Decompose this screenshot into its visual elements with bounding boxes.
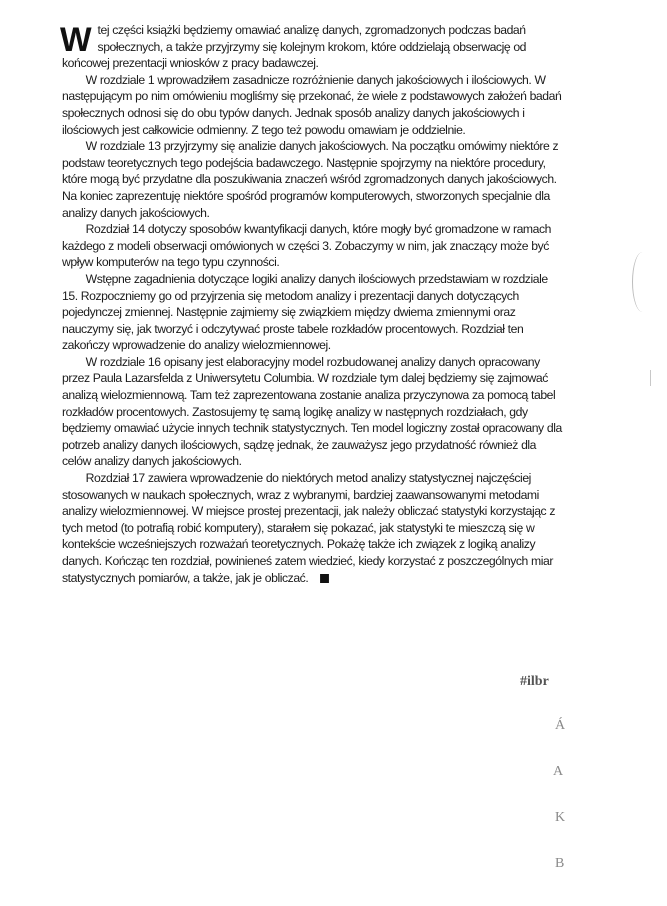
margin-note-5: B xyxy=(555,856,565,871)
intro-paragraph xyxy=(62,22,566,72)
body-text xyxy=(62,22,566,586)
paragraph-3: W rozdziale 13 przyjrzymy się analizie danych jakościowych. Na początku omówimy niektóre z podstaw teoretycznych tego podejścia badawczego. Następnie spojrzymy na niektóre procedury, które mogą być przydatne dla poszukiwania znaczeń wśród zgromadzonych danych jakościowych. Na koniec zaprezentuję niektóre spośród programów komputerowych, stworzonych specjalnie dla analizy danych jakościowych. xyxy=(62,139,559,220)
margin-tick xyxy=(650,370,651,386)
paragraph-4: Rozdział 14 dotyczy sposobów kwantyfikacji danych, które mogły być gromadzone w ramach każdego z modeli obserwacji omówionych w części 3. Zobaczymy w nim, jak znaczący może być wpływ komputerów na tego typu czynności. xyxy=(62,222,551,270)
bleed-through-arc xyxy=(632,252,653,312)
paragraph-7 xyxy=(62,470,566,586)
drop-cap: W xyxy=(60,21,92,59)
margin-note-3: A xyxy=(553,764,564,779)
paragraph-5: Wstępne zagadnienia dotyczące logiki analizy danych ilościowych przedstawiam w rozdziale 15. Rozpoczniemy go od przyjrzenia się metodom analizy i prezentacji danych dotyczących pojedynczej zmiennej. Następnie zajmiemy się związkiem między dwiema zmiennymi oraz nauczymy się, jak tworzyć i odczytywać proste tabele rozkładów procentowych. Rozdział ten zakończy wprowadzenie do analizy wielozmiennowej. xyxy=(62,271,548,353)
paragraph-6: W rozdziale 16 opisany jest elaboracyjny model rozbudowanej analizy danych opracowany przez Paula Lazarsfelda z Uniwersytetu Columbia. W rozdziale tym dalej będziemy się zajmować analizą wielozmiennową. Tam też zaprezentowana zostanie analiza przyczynowa za pomocą tabel rozkładów procentowych. Zastosujemy tę samą logikę analizy w następnych rozdziałach, gdy będziemy omawiać użycie innych technik statystycznych. Ten model logiczny został opracowany dla potrzeb analizy danych ilościowych, sądzę jednak, że zauważysz jego przydatność również dla celów analizy danych jakościowych. xyxy=(62,354,562,469)
paragraph-7-text: Rozdział 17 zawiera wprowadzenie do niektórych metod analizy statystycznej najczęściej stosowanych w naukach społecznych, wraz z wybranymi, bardziej zaawansowanymi metodami analizy wielozmiennowej. W miejsce prostej prezentacji, jak należy obliczać statystyki korzystając z tych metod (to potrafią robić komputery), starałem się pokazać, jak statystyki te mieszczą się w kontekście wcześniejszych rozważań teoretycznych. Pokażę także ich związek z logiką analizy danych. Kończąc ten rozdział, powinieneś zatem wiedzieć, kiedy korzystać z poszczególnych miar statystycznych pomiarów, a także, jak je obliczać. xyxy=(62,471,556,585)
margin-note-4: K xyxy=(555,810,566,825)
paragraph-2: W rozdziale 1 wprowadziłem zasadnicze rozróżnienie danych jakościowych i ilościowych. W następującym po nim omówieniu mogliśmy się przekonać, że wiele z podstawowych założeń badań społecznych odnosi się do obu typów danych. Jednak sposób analizy danych jakościowych i ilościowych jest całkowicie odmienny. Z tego też powodu omawiam je oddzielnie. xyxy=(62,72,562,137)
paragraph-1-text: tej części książki będziemy omawiać analizę danych, zgromadzonych podczas badań społecznych, a także przyjrzymy się kolejnym krokom, które oddzielają obserwację od końcowej prezentacji wniosków z pracy badawczej. xyxy=(62,23,527,71)
margin-note-2: Á xyxy=(555,718,566,733)
end-of-section-square-icon xyxy=(320,574,329,583)
margin-note-1: #ilbr xyxy=(520,674,549,689)
